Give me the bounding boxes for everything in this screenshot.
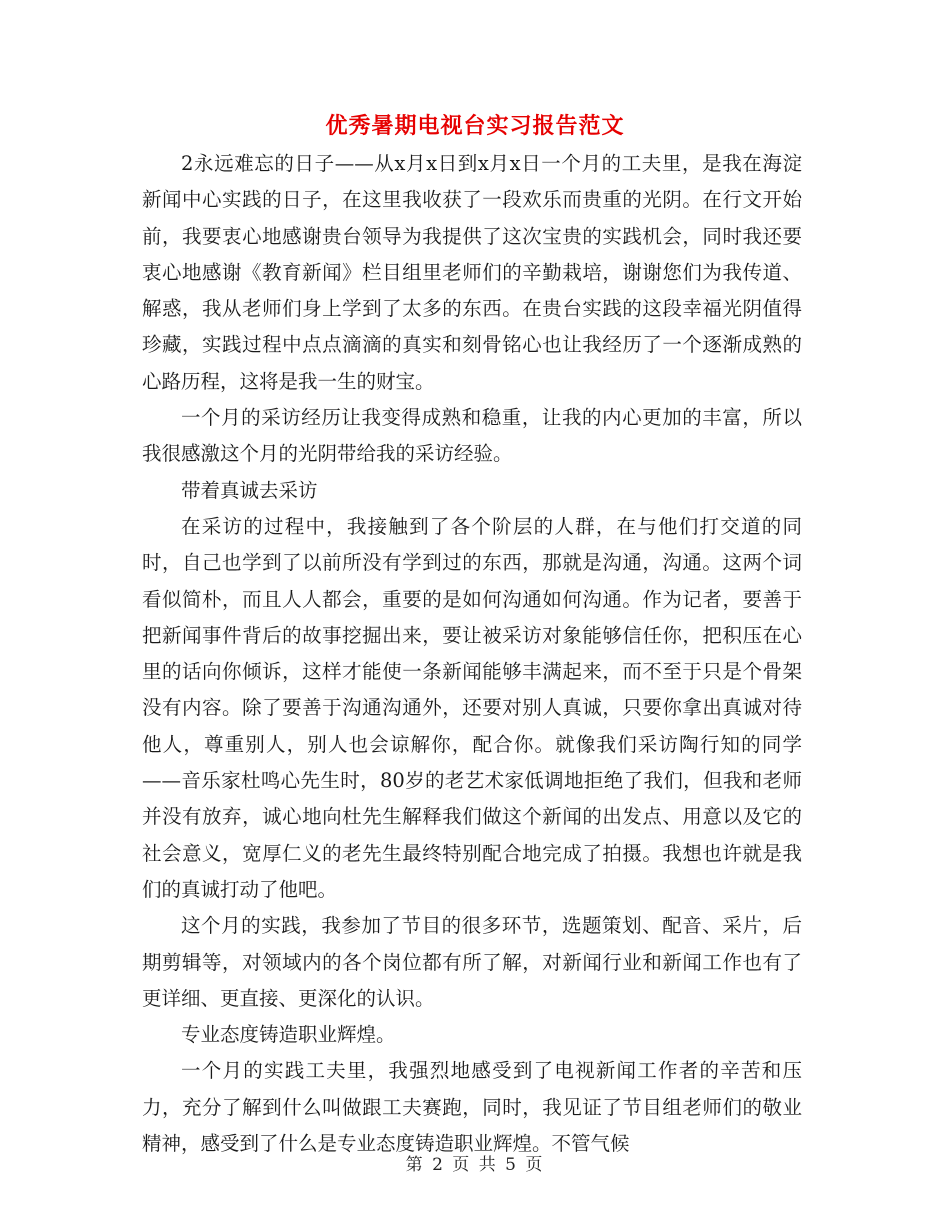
document-title: 优秀暑期电视台实习报告范文: [325, 113, 625, 139]
section-heading-professional: 专业态度铸造职业辉煌。: [181, 1023, 396, 1047]
section-heading-sincerity: 带着真诚去采访: [181, 478, 318, 502]
page-footer: 第 2 页 共 5 页: [405, 1155, 545, 1175]
paragraph-practice: 这个月的实践，我参加了节目的很多环节，选题策划、配音、采片，后期剪辑等，对领域内的各个岗位都有所了解，对新闻行业和新闻工作也有了更详细、更直接、更深化的认识。: [142, 914, 802, 1010]
paragraph-intro: 2永远难忘的日子——从x月x日到x月x日一个月的工夫里，是我在海淀新闻中心实践的日子，在这里我收获了一段欢乐而贵重的光阴。在行文开始前，我要衷心地感谢贵台领导为我提供了这次宝贵的实践机会，同时我还要衷心地感谢《教育新闻》栏目组里老师们的辛勤栽培，谢谢您们为我传道、解惑，我从老师们身上学到了太多的东西。在贵台实践的这段幸福光阴值得珍藏，实践过程中点点滴滴的真实和刻骨铭心也让我经历了一个逐渐成熟的心路历程，这将是我一生的财宝。: [142, 152, 802, 393]
document-body: [142, 146, 802, 1162]
paragraph-experience: 一个月的采访经历让我变得成熟和稳重，让我的内心更加的丰富，所以我很感激这个月的光阴带给我的采访经验。: [142, 406, 802, 466]
paragraph-pressure: 一个月的实践工夫里，我强烈地感受到了电视新闻工作者的辛苦和压力，充分了解到什么叫做跟工夫赛跑，同时，我见证了节目组老师们的敬业精神，感受到了什么是专业态度铸造职业辉煌。不管气候: [142, 1059, 802, 1156]
paragraph-interview: 在采访的过程中，我接触到了各个阶层的人群，在与他们打交道的同时，自己也学到了以前所没有学到过的东西，那就是沟通，沟通。这两个词看似简朴，而且人人都会，重要的是如何沟通如何沟通。作为记者，要善于把新闻事件背后的故事挖掘出来，要让被采访对象能够信任你，把积压在心里的话向你倾诉，这样才能使一条新闻能够丰满起来，而不至于只是个骨架没有内容。除了要善于沟通沟通外，还要对别人真诚，只要你拿出真诚对待他人，尊重别人，别人也会谅解你，配合你。就像我们采访陶行知的同学——音乐家杜鸣心先生时，80岁的老艺术家低调地拒绝了我们，但我和老师并没有放弃，诚心地向杜先生解释我们做这个新闻的出发点、用意以及它的社会意义，宽厚仁义的老先生最终特别配合地完成了拍摄。我想也许就是我们的真诚打动了他吧。: [142, 514, 802, 901]
